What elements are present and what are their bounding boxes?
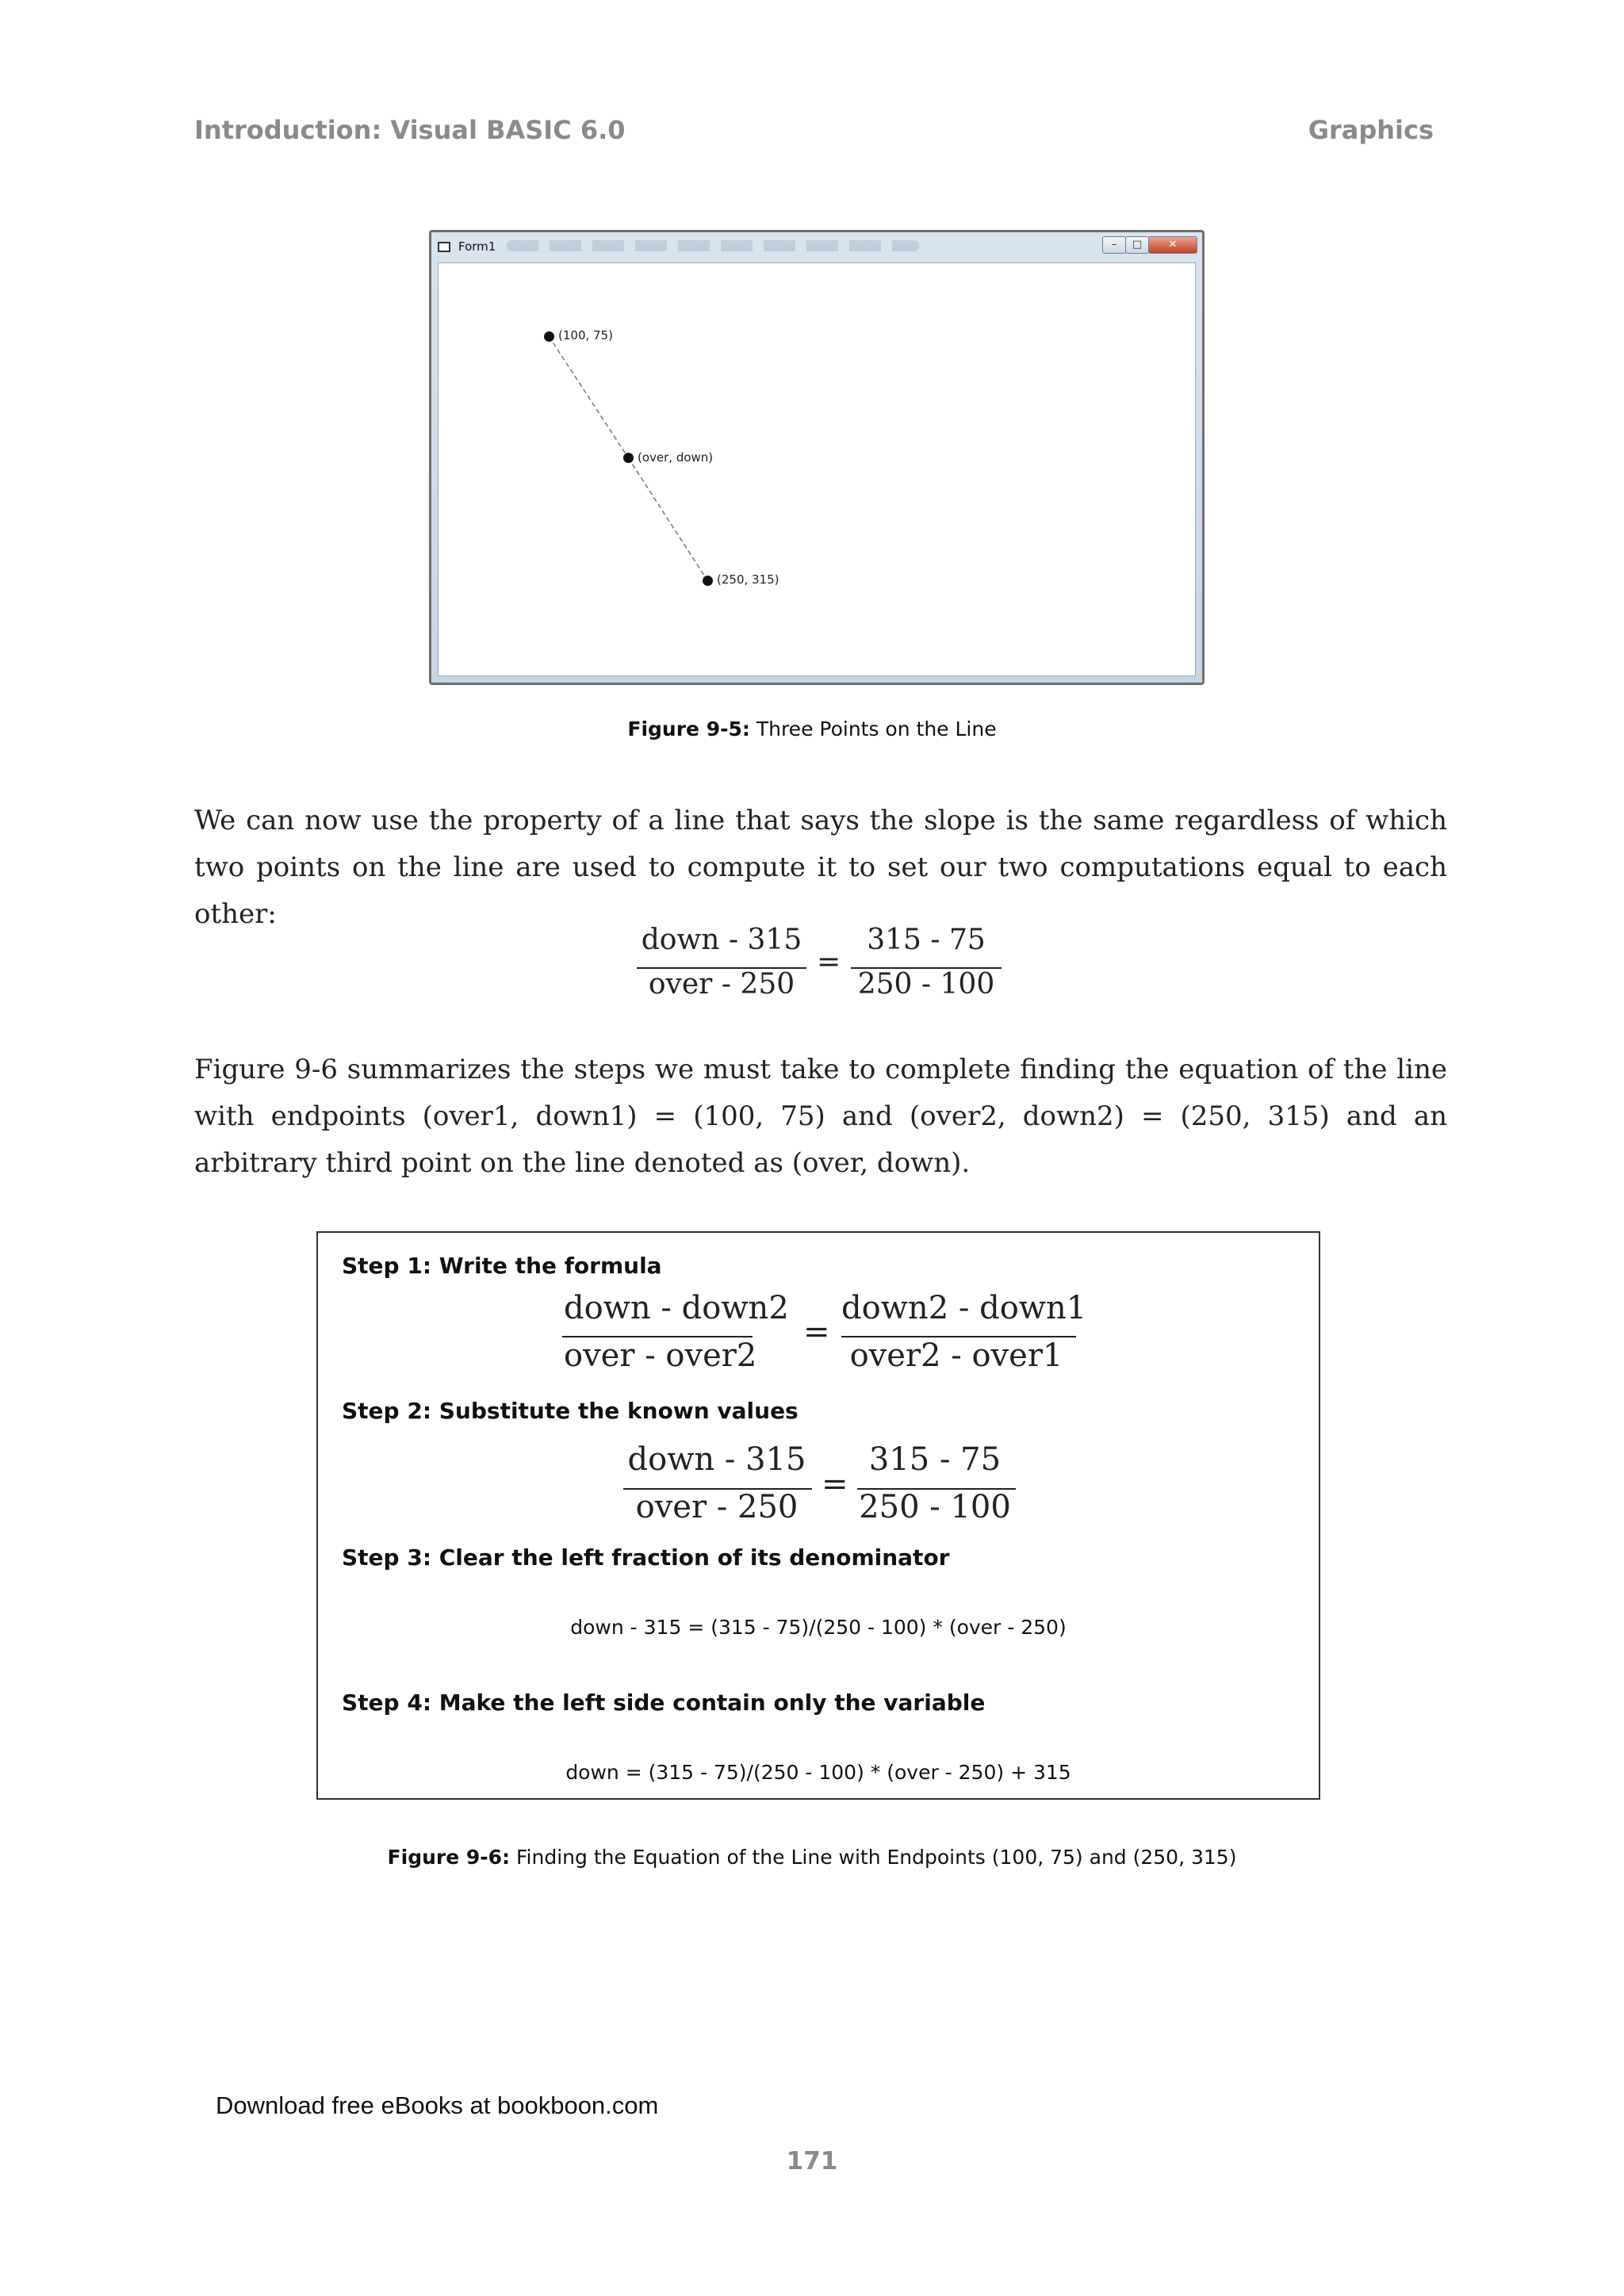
figure-9-5-caption bbox=[0, 718, 1624, 740]
close-icon: ✕ bbox=[1148, 236, 1197, 254]
right-denominator: 250 - 100 bbox=[857, 968, 995, 1001]
caption-text: Finding the Equation of the Line with Endpoints (100, 75) and (250, 315) bbox=[510, 1846, 1237, 1869]
caption-label: Figure 9-5: bbox=[627, 718, 750, 740]
step-2-right-denominator: 250 - 100 bbox=[859, 1489, 1011, 1525]
step-1-right-denominator: over2 - over1 bbox=[849, 1337, 1063, 1374]
body-paragraph: We can now use the property of a line that says the slope is the same regardless of which two points on the line are used to compute it to set our two computations equal to each other: bbox=[194, 805, 1447, 930]
form-client-area bbox=[438, 262, 1196, 676]
step-2-left-numerator: down - 315 bbox=[627, 1441, 806, 1478]
page-number: 171 bbox=[786, 2147, 838, 2175]
point-marker bbox=[623, 453, 634, 463]
window-title: Form1 bbox=[458, 239, 496, 254]
caption-text: Three Points on the Line bbox=[749, 718, 997, 740]
form1-window-screenshot bbox=[429, 230, 1205, 685]
left-numerator: down - 315 bbox=[641, 924, 802, 956]
step-2-left-denominator: over - 250 bbox=[635, 1489, 799, 1525]
point-label: (100, 75) bbox=[558, 328, 613, 342]
equals-sign: = bbox=[803, 1314, 830, 1350]
caption-label: Figure 9-6: bbox=[387, 1846, 511, 1869]
maximize-icon: □ bbox=[1125, 236, 1149, 254]
point-marker bbox=[703, 576, 713, 586]
step-4-heading: Step 4: Make the left side contain only the variable bbox=[342, 1689, 986, 1716]
form-icon bbox=[438, 242, 450, 252]
step-3-heading: Step 3: Clear the left fraction of its denominator bbox=[342, 1544, 950, 1571]
step-1-right-numerator: down2 - down1 bbox=[841, 1290, 1087, 1326]
step-1-left-denominator: over - over2 bbox=[564, 1337, 757, 1374]
point-label: (250, 315) bbox=[717, 572, 779, 587]
step-3-equation: down - 315 = (315 - 75)/(250 - 100) * (over - 250) bbox=[570, 1616, 1067, 1639]
steps-box bbox=[316, 1231, 1320, 1800]
equals-sign: = bbox=[817, 946, 841, 978]
left-denominator: over - 250 bbox=[648, 968, 795, 1001]
step-2-heading: Step 2: Substitute the known values bbox=[342, 1398, 799, 1424]
blurred-menu-bar bbox=[507, 240, 919, 251]
window-titlebar bbox=[431, 232, 1202, 262]
right-numerator: 315 - 75 bbox=[867, 924, 986, 956]
step-1-left-numerator: down - down2 bbox=[564, 1290, 789, 1326]
point-marker bbox=[544, 331, 554, 342]
running-header-right: Graphics bbox=[1308, 115, 1434, 145]
figure-9-6-caption bbox=[0, 1846, 1624, 1869]
step-2-right-numerator: 315 - 75 bbox=[868, 1441, 1002, 1478]
dashed-line bbox=[439, 263, 1200, 679]
point-label: (over, down) bbox=[638, 450, 714, 465]
step-1-heading: Step 1: Write the formula bbox=[342, 1253, 662, 1279]
body-paragraph: Figure 9-6 summarizes the steps we must take to complete finding the equation of the line with endpoints (over1, down1) = (100, 75) and (over2, down2) = (250, 315) and an arbitrary third point on the line denoted as (over, down). bbox=[194, 1054, 1447, 1179]
minimize-icon: – bbox=[1102, 236, 1126, 254]
running-header-left: Introduction: Visual BASIC 6.0 bbox=[194, 115, 626, 145]
equals-sign: = bbox=[822, 1466, 848, 1502]
download-ebooks-link[interactable]: Download free eBooks at bookboon.com bbox=[216, 2091, 659, 2119]
step-4-equation: down = (315 - 75)/(250 - 100) * (over - 250) + 315 bbox=[565, 1761, 1071, 1784]
